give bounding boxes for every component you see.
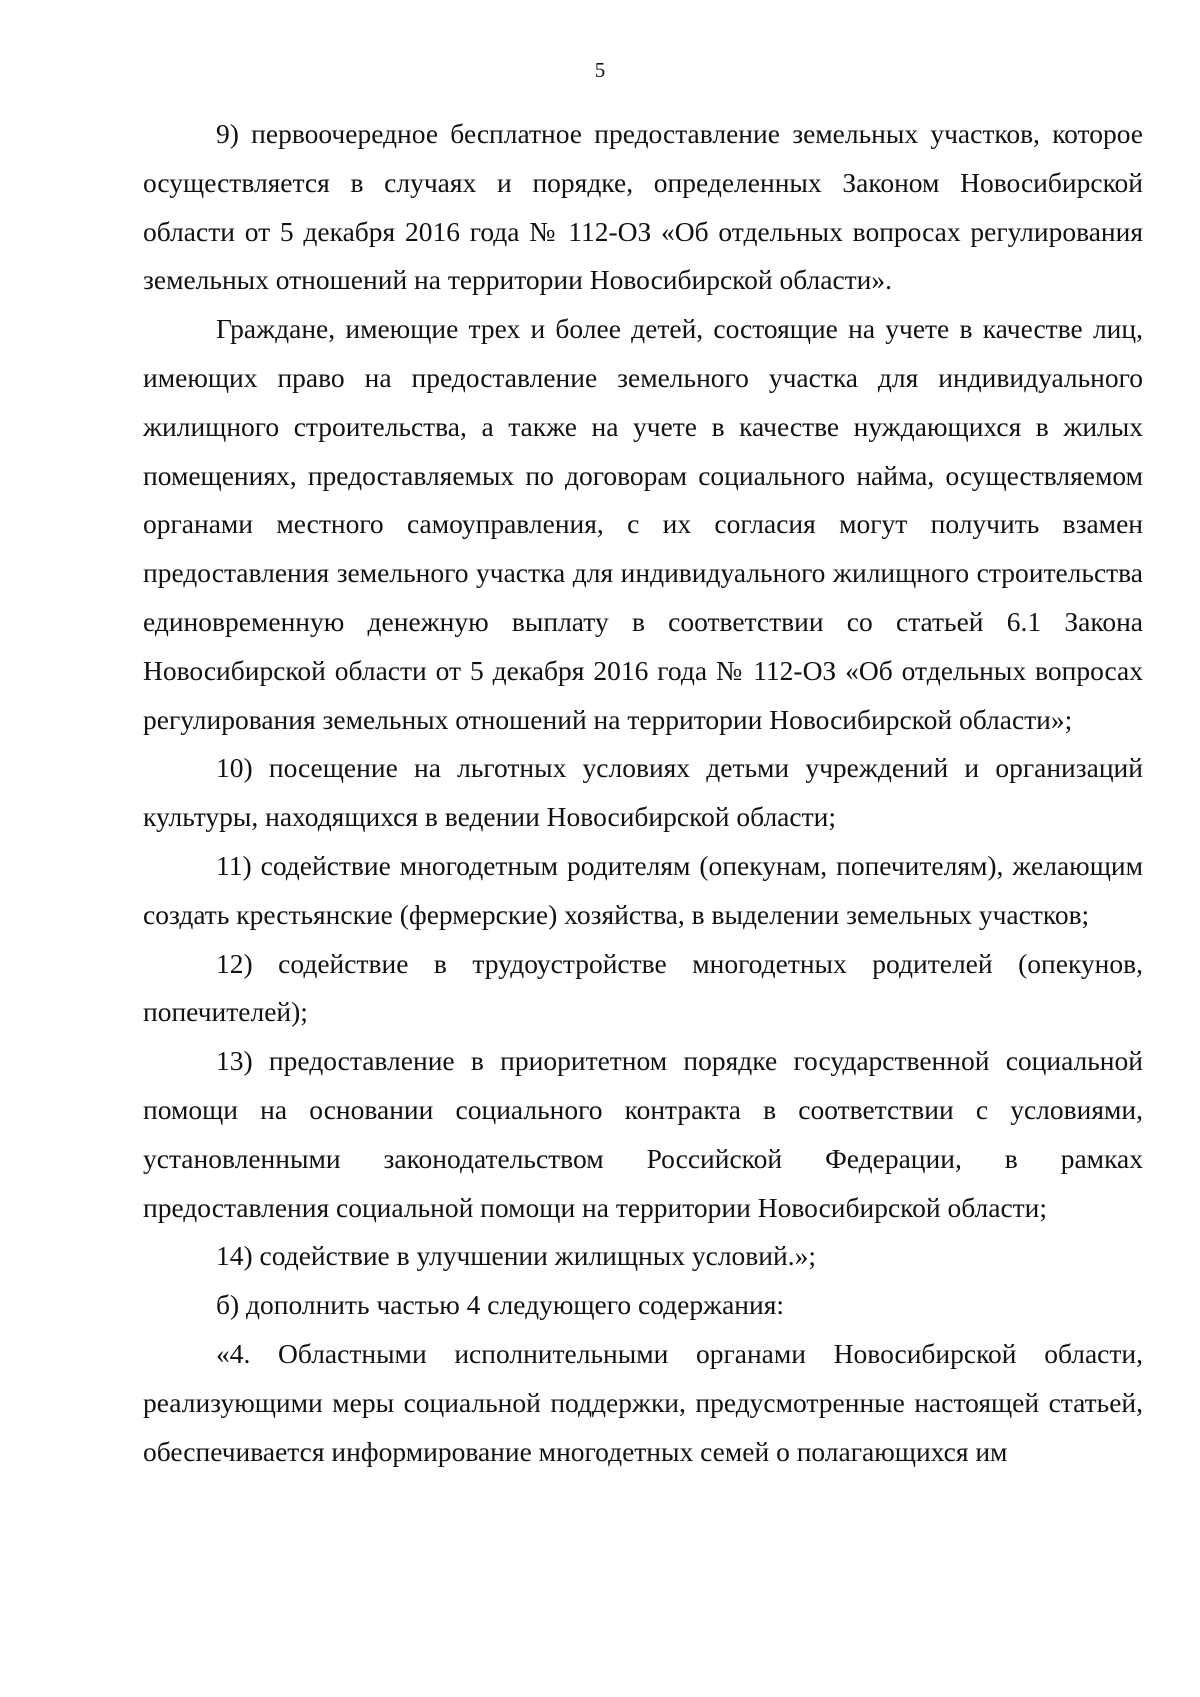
paragraph-item-10: 10) посещение на льготных условиях детьми учреждений и организаций культуры, находящихся в ведении Новосибирской области; <box>143 752 1143 833</box>
paragraph-large-families-payment: Граждане, имеющие трех и более детей, состоящие на учете в качестве лиц, имеющих право на предоставление земельного участка для индивидуального жилищного строительства, а также на учете в качестве нуждающихся в жилых помещениях, предоставляемых по договорам социального найма, осуществляемом органами местного самоуправления, с их согласия могут получить взамен предоставления земельного участка для индивидуального жилищного строительства единовременную денежную выплату в соответствии со статьей 6.1 Закона Новосибирской области от 5 декабря 2016 года № 112-ОЗ «Об отдельных вопросах регулирования земельных отношений на территории Новосибирской области»; <box>143 313 1143 735</box>
document-body <box>143 110 1143 1476</box>
paragraph-item-11: 11) содействие многодетным родителям (опекунам, попечителям), желающим создать крестьянские (фермерские) хозяйства, в выделении земельных участков; <box>143 849 1143 930</box>
paragraph-item-12: 12) содействие в трудоустройстве многодетных родителей (опекунов, попечителей); <box>143 947 1143 1028</box>
paragraph-item-14: 14) содействие в улучшении жилищных условий.»; <box>216 1240 816 1272</box>
paragraph-part-4: «4. Областными исполнительными органами Новосибирской области, реализующими меры социальной поддержки, предусмотренные настоящей статьей, обеспечивается информирование многодетных семей о полагающихся им <box>143 1337 1143 1467</box>
paragraph-item-9: 9) первоочередное бесплатное предоставление земельных участков, которое осуществляется в случаях и порядке, определенных Законом Новосибирской области от 5 декабря 2016 года № 112-ОЗ «Об отдельных вопросах регулирования земельных отношений на территории Новосибирской области». <box>143 118 1143 296</box>
paragraph-amendment-b: б) дополнить частью 4 следующего содержания: <box>216 1289 785 1321</box>
page-number: 5 <box>594 58 606 82</box>
paragraph-item-13: 13) предоставление в приоритетном порядке государственной социальной помощи на основании социального контракта в соответствии с условиями, установленными законодательством Российской Федерации, в рамках предоставления социальной помощи на территории Новосибирской области; <box>143 1045 1143 1223</box>
